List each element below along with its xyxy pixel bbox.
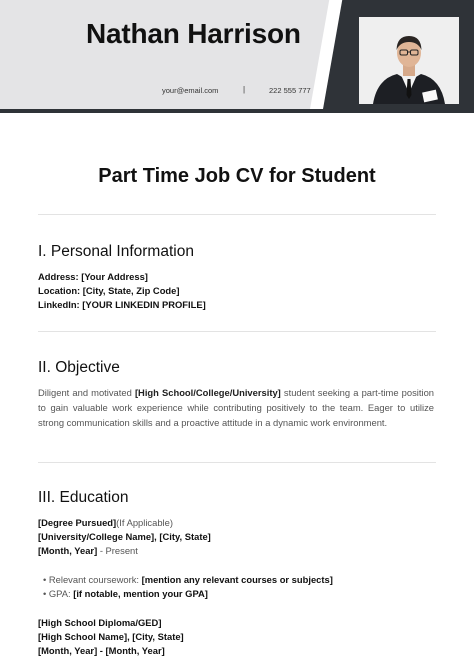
profile-photo (359, 17, 459, 104)
hs-name-line: [High School Name], [City, State] (38, 631, 184, 642)
hs-dates-line: [Month, Year] - [Month, Year] (38, 645, 165, 656)
location-line: Location: [City, State, Zip Code] (38, 285, 180, 296)
university-line: [University/College Name], [City, State] (38, 531, 211, 542)
degree-placeholder: [Degree Pursued] (38, 517, 117, 528)
objective-heading: II. Objective (38, 359, 120, 376)
header-bottom-bar (0, 109, 474, 113)
section-divider (38, 331, 436, 332)
objective-text-start: Diligent and motivated (38, 387, 135, 398)
section-divider (38, 214, 436, 215)
gpa-value: [if notable, mention your GPA] (73, 588, 208, 599)
coursework-label: • Relevant coursework: (43, 574, 142, 585)
email-text: your@email.com (162, 86, 219, 95)
hs-diploma-line: [High School Diploma/GED] (38, 617, 162, 628)
degree-note: (If Applicable) (116, 517, 173, 528)
coursework-bullet (43, 574, 333, 585)
document-title: Part Time Job CV for Student (98, 165, 376, 187)
gpa-label: • GPA: (43, 588, 74, 599)
coursework-value: [mention any relevant courses or subjects] (141, 574, 333, 585)
phone-text: 222 555 777 (269, 86, 311, 95)
objective-school-placeholder: [High School/College/University] (134, 387, 281, 398)
linkedin-line: LinkedIn: [YOUR LINKEDIN PROFILE] (38, 299, 206, 310)
gpa-bullet (43, 588, 208, 599)
education-dates-line (38, 545, 138, 556)
person-portrait-icon (359, 17, 459, 104)
education-start-date: [Month, Year] (38, 545, 98, 556)
personal-info-heading: I. Personal Information (38, 243, 194, 260)
address-line: Address: [Your Address] (38, 271, 148, 282)
contact-separator: | (243, 85, 246, 94)
education-heading: III. Education (38, 489, 129, 506)
resume-header (0, 0, 474, 113)
objective-paragraph (38, 385, 434, 430)
education-present: - Present (97, 545, 138, 556)
degree-line (38, 517, 173, 528)
objective-text-end: student seeking a part-time position to gain valuable work experience while contributing positively to the team. Eager to utilize strong communication skills and a proactive attitude in a dynamic work environment. (38, 387, 434, 428)
section-divider (38, 462, 436, 463)
candidate-name: Nathan Harrison (86, 18, 301, 49)
